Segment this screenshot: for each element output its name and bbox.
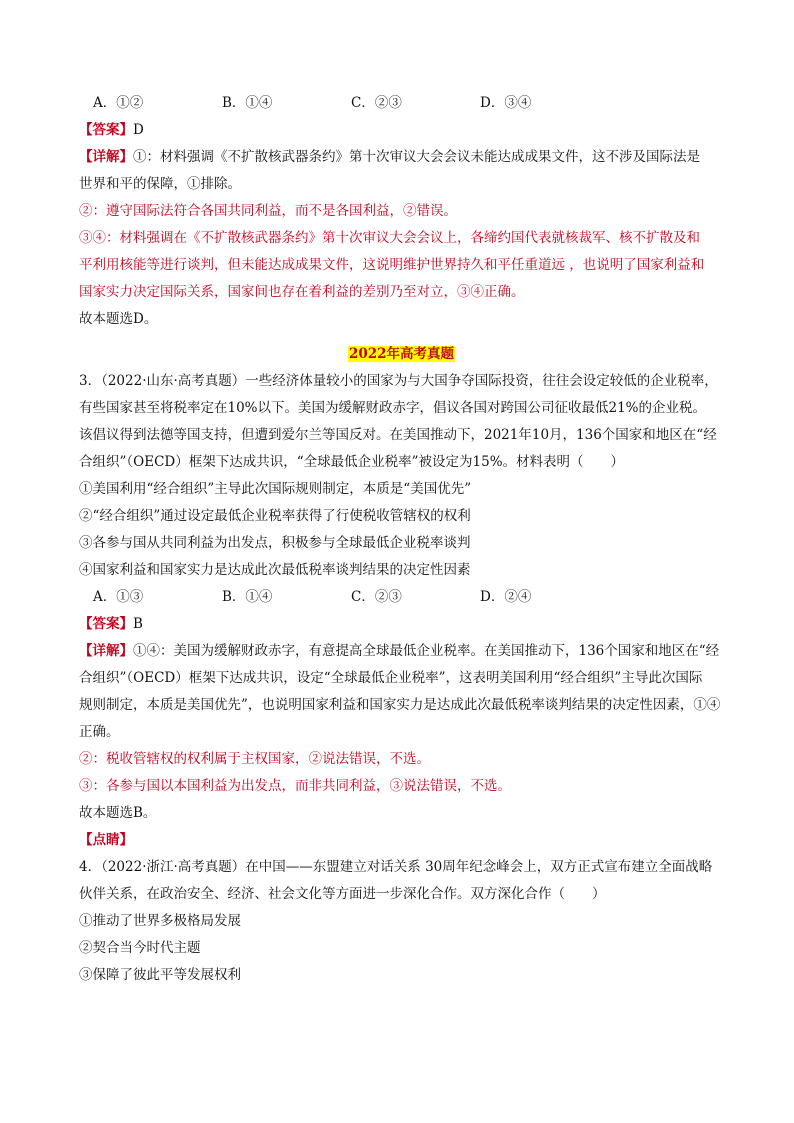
answer-tag: 【答案】 [79, 616, 133, 632]
q2-options [79, 90, 724, 117]
q2-option-c: C．②③ [351, 95, 402, 111]
q4-item-3: ③保障了彼此平等发展权利 [79, 967, 241, 983]
detail-tag: 【详解】 [79, 149, 133, 165]
detail-text: ①④：美国为缓解财政赤字，有意提高全球最低企业税率。在美国推动下，136个国家和地区在“经 [133, 643, 720, 659]
section-title [79, 341, 724, 368]
answer-tag: 【答案】 [79, 122, 133, 138]
q3-red-line-2: ③：各参与国以本国利益为出发点，而非共同利益，③说法错误，不选。 [79, 778, 511, 794]
q3-item-2: ②“经合组织”通过设定最低企业税率获得了行使税收管辖权的权利 [79, 508, 471, 524]
detail-text: ①：材料强调《不扩散核武器条约》第十次审议大会会议未能达成成果文件，这不涉及国际法是 [133, 149, 700, 165]
q4-item-1: ①推动了世界多极格局发展 [79, 913, 241, 929]
q3-detail-line-3: 规则制定，本质是美国优先”，也说明国家利益和国家实力是达成此次最低税率谈判结果的决定性因素，①④ [79, 697, 721, 713]
q2-detail-line-1 [79, 144, 724, 171]
q2-red-line-2: ③④：材料强调在《不扩散核武器条约》第十次审议大会会议上，各缔约国代表就核裁军、核不扩散及和 [79, 230, 700, 246]
q3-conclusion: 故本题选B。 [79, 805, 157, 821]
q3-stem-line-4: 合组织”（OECD）框架下达成共识，“全球最低企业税率”被设定为15%。材料表明（ ） [79, 454, 625, 470]
q3-option-a: A．①③ [93, 589, 144, 605]
q3-option-b: B．①④ [222, 589, 273, 605]
q2-option-d: D．③④ [480, 95, 532, 111]
q3-item-3: ③各参与国从共同利益为出发点，积极参与全球最低企业税率谈判 [79, 535, 471, 551]
q4-item-2: ②契合当今时代主题 [79, 940, 201, 956]
q3-options [79, 584, 724, 611]
q3-item-4: ④国家利益和国家实力是达成此次最低税率谈判结果的决定性因素 [79, 562, 471, 578]
q3-detail-line-4: 正确。 [79, 724, 120, 740]
q4-stem-line-2: 伙伴关系，在政治安全、经济、社会文化等方面进一步深化合作。双方深化合作（ ） [79, 886, 606, 902]
q3-item-1: ①美国利用“经合组织”主导此次国际规则制定，本质是“美国优先” [79, 481, 472, 497]
q2-detail-line-2: 世界和平的保障，①排除。 [79, 176, 241, 192]
q3-detail-line-1 [79, 638, 724, 665]
q2-option-a: A．①② [93, 95, 144, 111]
q2-red-line-1: ②：遵守国际法符合各国共同利益，而不是各国利益，②错误。 [79, 203, 457, 219]
q2-red-line-4: 国家实力决定国际关系，国家间也存在着利益的差别乃至对立，③④正确。 [79, 284, 525, 300]
q3-detail-line-2: 合组织”（OECD）框架下达成共识，设定“全球最低企业税率”，这表明美国利用“经合组织”主导此次国际 [79, 670, 703, 686]
q2-answer [79, 117, 724, 144]
q2-conclusion: 故本题选D。 [79, 311, 158, 327]
q3-option-c: C．②③ [351, 589, 402, 605]
q3-stem-line-1: 3．（2022·山东·高考真题）一些经济体量较小的国家为与大国争夺国际投资，往往会设定较低的企业税率， [79, 373, 718, 389]
content [79, 90, 724, 989]
q4-stem-line-1: 4．（2022·浙江·高考真题）在中国——东盟建立对话关系 30周年纪念峰会上，双方正式宣布建立全面战略 [79, 859, 713, 875]
q3-stem-line-3: 该倡议得到法德等国支持，但遭到爱尔兰等国反对。在美国推动下，2021年10月，136个国家和地区在“经 [79, 427, 717, 443]
comment-tag: 【点睛】 [79, 832, 133, 848]
section-title-text: 2022年高考真题 [348, 346, 455, 362]
q3-option-d: D．②④ [480, 589, 532, 605]
q3-comment [79, 827, 724, 854]
q3-red-line-1: ②：税收管辖权的权利属于主权国家，②说法错误，不选。 [79, 751, 430, 767]
answer-value: B [133, 616, 143, 632]
answer-value: D [133, 122, 144, 138]
q2-option-b: B．①④ [222, 95, 273, 111]
q3-stem-line-2: 有些国家甚至将税率定在10%以下。美国为缓解财政赤字，倡议各国对跨国公司征收最低21%的企业税。 [79, 400, 707, 416]
detail-tag: 【详解】 [79, 643, 133, 659]
q2-red-line-3: 平利用核能等进行谈判，但未能达成成果文件，这说明维护世界持久和平任重道远 ，也说明了国家利益和 [79, 257, 705, 273]
q3-answer [79, 611, 724, 638]
